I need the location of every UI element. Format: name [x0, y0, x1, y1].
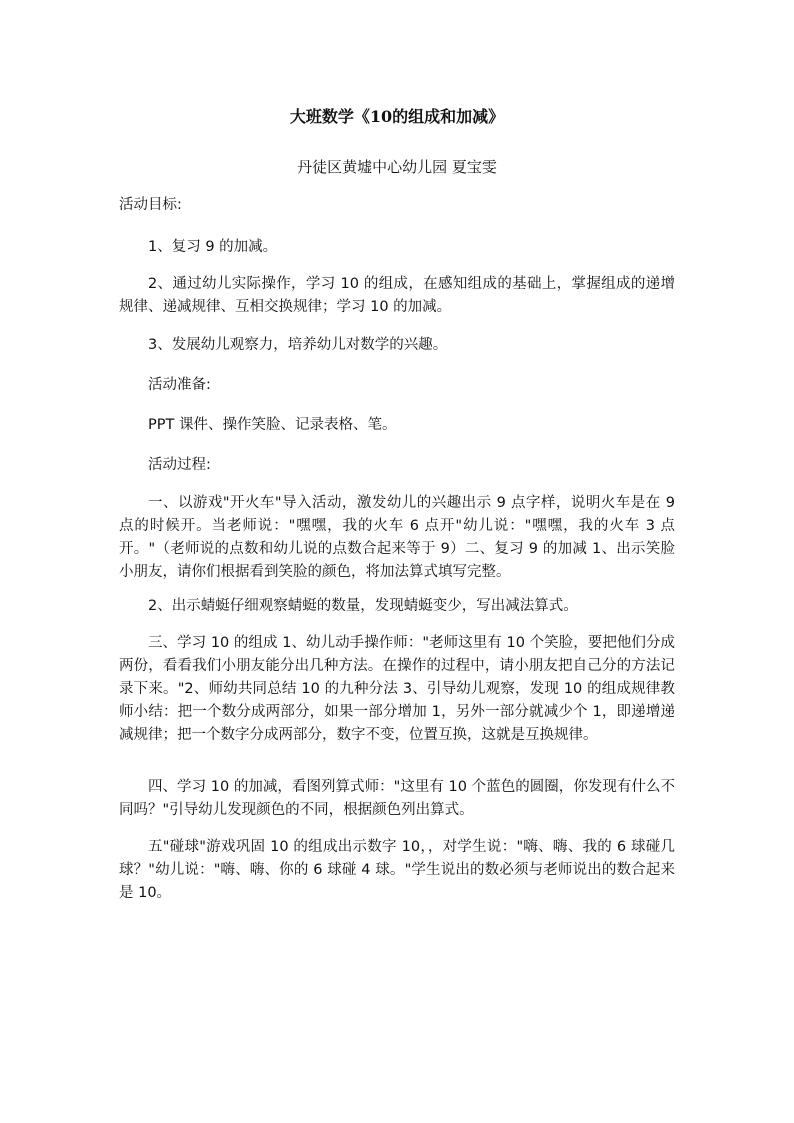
paragraph-process-5 — [119, 836, 675, 905]
paragraph-text: 活动目标: — [119, 197, 182, 213]
paragraph-process-heading — [119, 454, 675, 477]
paragraph-text: 四、学习 10 的加减，看图列算式师："这里有 10 个蓝色的圆圈，你发现有什么不同吗？"引导幼儿发现颜色的不同，根据颜色列出算式。 — [119, 779, 675, 818]
document-author: 丹徒区黄墟中心幼儿园 夏宝雯 — [297, 158, 497, 176]
paragraph-process-4 — [119, 776, 675, 822]
paragraph-text: 一、以游戏"开火车"导入活动，激发幼儿的兴趣出示 9 点字样，说明火车是在 9 点的时候开。当老师说："嘿嘿，我的火车 6 点开"幼儿说："嘿嘿，我的火车 3 点开。"（老师说的点数和幼儿说的点数合起来等于 9）二、复习 9 的加减 1、出示笑脸小朋友，请你们根据看到笑脸的颜色，将加法算式填写完整。 — [119, 495, 675, 580]
paragraph-text: 2、通过幼儿实际操作，学习 10 的组成，在感知组成的基础上，掌握组成的递增规律、递减规律、互相交换规律；学习 10 的加减。 — [119, 276, 675, 315]
document-title: 大班数学《10的组成和加减》 — [289, 107, 505, 126]
paragraph-text: 2、出示蜻蜓仔细观察蜻蜓的数量，发现蜻蜓变少，写出减法算式。 — [148, 598, 578, 614]
paragraph-process-1 — [119, 492, 675, 584]
paragraph-text: 三、学习 10 的组成 1、幼儿动手操作师："老师这里有 10 个笑脸，要把他们分成两份，看看我们小朋友能分出几种方法。在操作的过程中，请小朋友把自己分的方法记录下来。"2、师幼共同总结 10 的九种分法 3、引导幼儿观察，发现 10 的组成规律教师小结：把一个数分成两部分，如果一部分增加 1，另外一部分就减少个 1，即递增递减规律；把一个数字分成两部分，数字不变，位置互换，这就是互换规律。 — [119, 635, 675, 743]
paragraph-text: 1、复习 9 的加减。 — [148, 239, 278, 255]
paragraph-objectives-heading — [119, 194, 675, 217]
paragraph-text: 活动准备: — [148, 377, 211, 393]
paragraph-text: 五"碰球"游戏巩固 10 的组成出示数字 10，，对学生说："嗨、嗨、我的 6 球碰几球？"幼儿说："嗨、嗨、你的 6 球碰 4 球。"学生说出的数必须与老师说出的数合起来是 10。 — [119, 839, 675, 901]
paragraph-process-2 — [119, 595, 675, 618]
paragraph-text: PPT 课件、操作笑脸、记录表格、笔。 — [148, 417, 397, 433]
paragraph-text: 3、发展幼儿观察力，培养幼儿对数学的兴趣。 — [148, 337, 448, 353]
paragraph-preparation — [119, 414, 675, 437]
paragraph-objective-2 — [119, 273, 675, 319]
paragraph-objective-1 — [119, 236, 675, 259]
paragraph-process-3 — [119, 632, 675, 747]
paragraph-text: 活动过程: — [148, 457, 211, 473]
paragraph-preparation-heading — [119, 374, 675, 397]
paragraph-objective-3 — [119, 334, 675, 357]
